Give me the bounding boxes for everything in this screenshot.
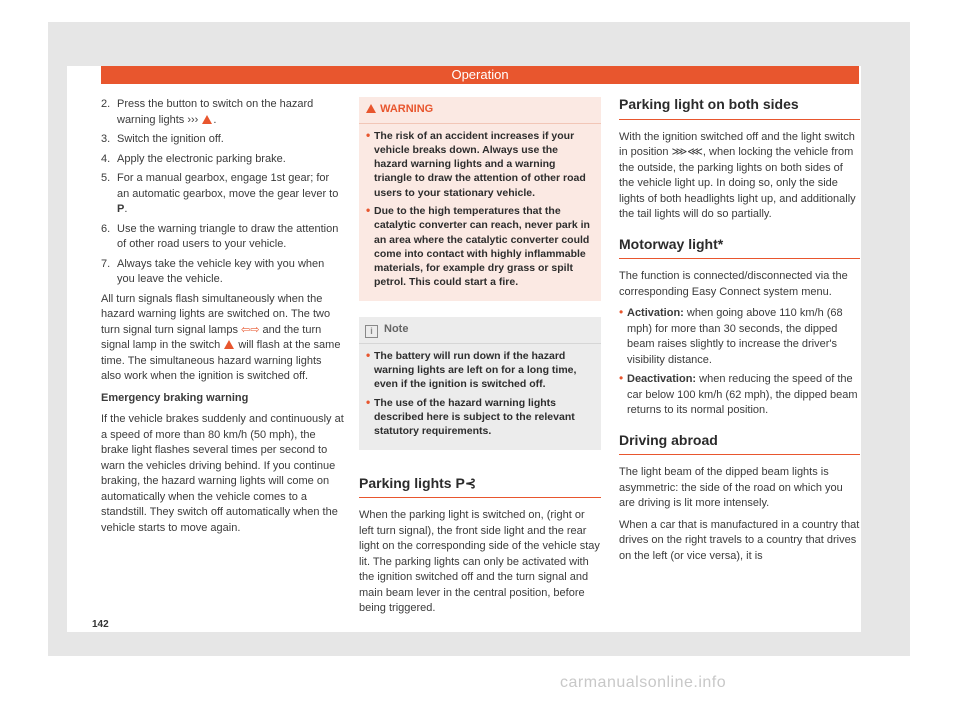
warning-body [359,124,601,301]
warning-bullet: • Due to the high temperatures that the catalytic converter can reach, never park in an area where the catalytic converter could come into contact with highly inflammable materials, for example dry grass or spilt petrol. This could start a fire. [366,202,590,289]
column-3 [619,97,860,570]
turn-signal-arrows-icon: ⇦⇨ [241,323,260,336]
warning-box [359,97,601,301]
parking-light-icon: P⊰ [455,474,477,491]
warning-header: WARNING [359,97,601,124]
note-body [359,344,601,450]
bullet-dot-icon: • [366,394,371,409]
bullet-dot-icon: • [366,202,371,217]
heading-driving-abroad: Driving abroad [619,433,860,456]
info-icon: i [365,325,378,338]
steps-list [101,97,344,288]
paragraph-emergency-braking: If the vehicle brakes suddenly and continuously at a speed of more than 80 km/h (50 mph), the brake light flashes several times per second to warn the vehicles driving behind. If you continue braking, the hazard warning lights will come on automatically when the vehicle comes to a standstill. They switch off automatically when the vehicle starts to move again. [101,413,344,534]
note-bullet: • The battery will run down if the hazard warning lights are left on for a long time, even if the ignition is switched off. [366,347,577,391]
heading-motorway-light: Motorway light* [619,237,860,260]
warning-bullet: • The risk of an accident increases if your vehicle breaks down. Always use the hazard warning lights and a warning triangle to draw the attention of other road users to your stationary vehicle. [366,127,586,199]
column-2 [359,97,601,623]
step-item: 3. Switch the ignition off. [101,133,224,145]
page-number: 142 [92,619,109,630]
side-light-icon: ⋙⋘ [671,146,703,158]
paragraph-parking-lights: When the parking light is switched on, (right or left turn signal), the front side light and the rear light on the corresponding side of the vehicle stay lit. The parking lights can only be activated with the ignition switched off and the turn signal and main beam lever in the central position, before being triggered. [359,509,600,615]
step-item: 6. Use the warning triangle to draw the attention of other road users to your vehicle. [101,222,339,250]
paragraph-both-sides: With the ignition switched off and the light switch in position ⋙⋘, when locking the vehicle from the outside, the parking lights on both sides of the vehicle light up. In doing so, only the side lights of both headlights light up, and additionally the tail lights will do so partially. [619,130,856,220]
paragraph-driving-abroad-1: The light beam of the dipped beam lights is asymmetric: the side of the road on which you are driving is lit more intensely. [619,466,843,509]
paragraph-motorway: The function is connected/disconnected via the corresponding Easy Connect system menu. [619,270,848,298]
warning-triangle-icon [202,115,212,124]
bullet-dot-icon: • [366,347,371,362]
step-item: 2. Press the button to switch on the hazard warning lights ››› . [101,98,314,126]
section-header: Operation [101,66,859,84]
warning-triangle-icon [224,340,234,349]
column-1 [101,97,344,542]
heading-parking-light-both-sides: Parking light on both sides [619,97,860,120]
bullet-dot-icon: • [619,305,624,319]
note-box [359,317,601,450]
paragraph-driving-abroad-2: When a car that is manufactured in a country that drives on the right travels to a country that drives on the left (or vice versa), it is [619,518,860,562]
bullet-dot-icon: • [619,371,624,385]
heading-parking-lights: Parking lights P⊰ [359,476,601,499]
note-bullet: • The use of the hazard warning lights described here is subject to the relevant statutory requirements. [366,394,575,438]
deactivation-bullet: • Deactivation: when reducing the speed of the car below 100 km/h (62 mph), the dipped beam returns to its normal position. [619,371,858,416]
step-item: 7. Always take the vehicle key with you when you leave the vehicle. [101,257,325,285]
step-item: 4. Apply the electronic parking brake. [101,152,286,165]
bullet-dot-icon: • [366,127,371,142]
watermark: carmanualsonline.info [560,674,727,691]
warning-triangle-icon [366,104,376,113]
subheading: Emergency braking warning [101,391,249,404]
note-header: i Note [359,317,601,344]
step-item: 5. For a manual gearbox, engage 1st gear; for an automatic gearbox, move the gear lever to P. [101,172,339,215]
activation-bullet: • Activation: when going above 110 km/h (68 mph) for more than 30 seconds, the dipped beam raises slightly to increase the driver's visibility distance. [619,305,843,366]
paragraph-hazard-lights: All turn signals flash simultaneously when the hazard warning lights are switched on. The two turn signal turn signal lamps ⇦⇨ and the turn signal lamp in the switch will flash at the same time. The simultaneous hazard warning lights also work when the ignition is switched off. [101,292,341,382]
